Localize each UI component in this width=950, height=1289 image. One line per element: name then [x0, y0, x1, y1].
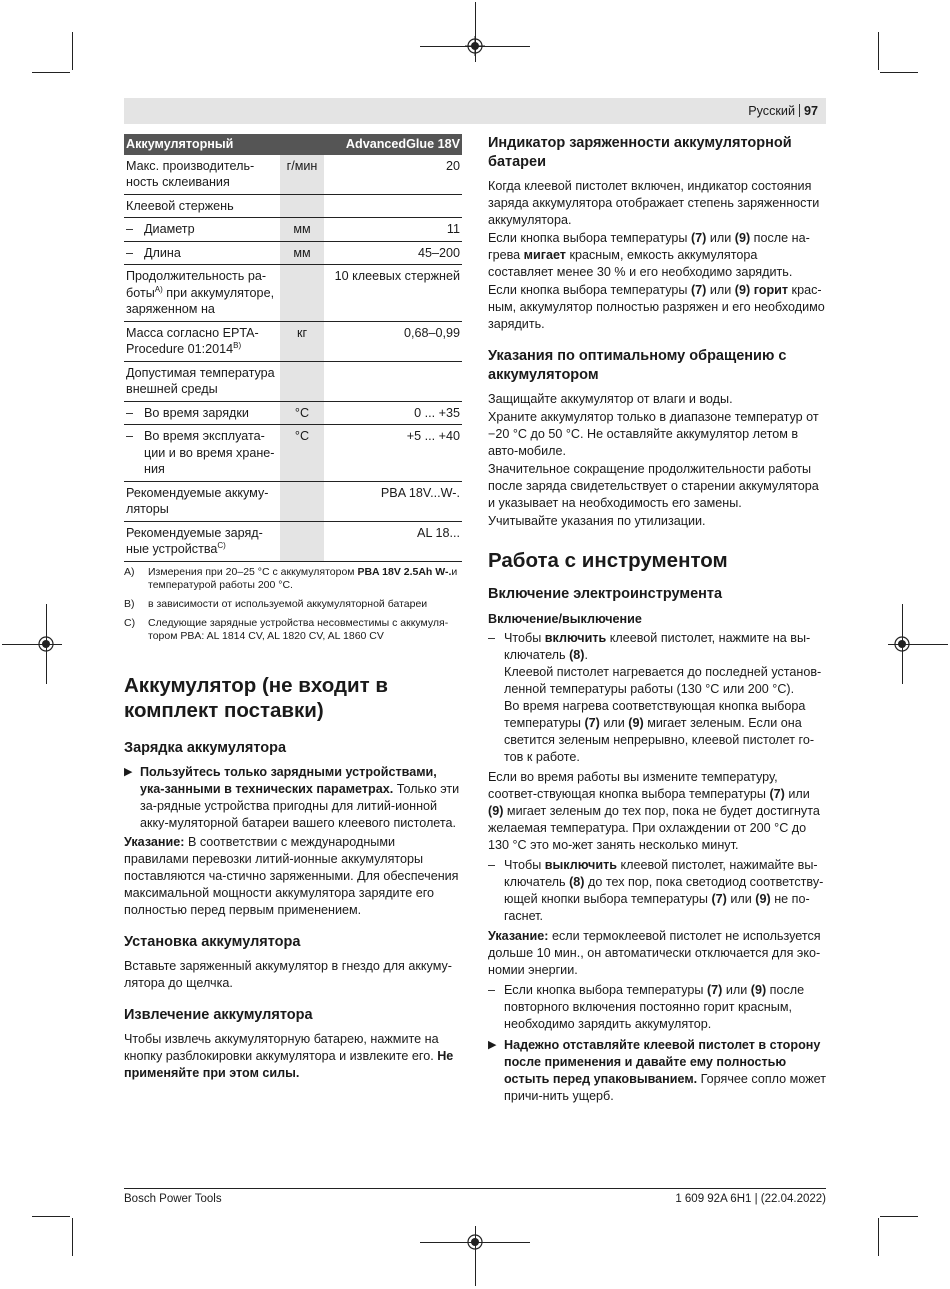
crop-mark	[902, 604, 903, 684]
heading-startup: Включение электроинструмента	[488, 586, 723, 602]
charging-note: Указание: В соответствии с международными правилами перевозки литий-ионные аккумуляторы поставляются ча-стично заряженными. Для обеспечения максимальной мощности аккумулятора зарядите его полностью перед первым применением.	[124, 834, 459, 917]
triangle-bullet-icon: ▶	[488, 1039, 497, 1051]
crop-mark	[46, 604, 47, 684]
table-row: – Во время зарядки °C 0 ... +35	[124, 401, 462, 425]
care-text-1: Защищайте аккумулятор от влаги и воды.	[488, 392, 733, 406]
temperature-change-text: Если во время работы вы измените температуру, соответ-ствующая кнопка выбора температуры (7) или (9) мигает зеленым до тех пор, пока не будет достигнута желаемая температура. При охлаждении от 200 °C до 130 °C это мо-жет занять несколько минут.	[488, 770, 820, 852]
table-header-model: AdvancedGlue 18V	[324, 134, 462, 155]
footer-doc-id: 1 609 92A 6H1 | (22.04.2022)	[675, 1193, 826, 1205]
heading-on-off: Включение/выключение	[488, 612, 642, 626]
footer-divider	[124, 1188, 826, 1189]
care-text-4: Учитывайте указания по утилизации.	[488, 514, 706, 528]
specs-table	[124, 134, 462, 562]
table-header-row	[124, 134, 462, 155]
footer-brand: Bosch Power Tools	[124, 1193, 222, 1205]
triangle-bullet-icon: ▶	[124, 765, 133, 778]
crop-mark	[880, 72, 918, 73]
switch-on-instruction: – Чтобы включить клеевой пистолет, нажмите на вы-ключатель (8). Клеевой пистолет нагревается до последней установ-ленной температуры работы (130 °C или 200 °C). Во время нагрева соответствующая кнопка выбора температуры (7) или (9) мигает зеленым. Если она светится зеленым непрерывно, клеевой пистолет го-тов к работе.	[488, 631, 822, 764]
section-title-operation: Работа с инструментом	[488, 549, 728, 572]
table-row: Масса согласно EPTA-Procedure $01:2014^{B)}$ кг 0,68–0,99	[124, 321, 462, 361]
crop-mark	[880, 1216, 918, 1217]
heading-charge-indicator: Индикатор заряженности аккумуляторной батареи	[488, 135, 792, 170]
page-header	[124, 98, 826, 124]
heading-battery-care: Указания по оптимальному обращению с аккумулятором	[488, 348, 787, 383]
crop-mark	[72, 1218, 73, 1256]
table-row: Клеевой стержень	[124, 194, 462, 218]
crop-mark	[878, 1218, 879, 1256]
heading-remove: Извлечение аккумулятора	[124, 1006, 313, 1023]
crop-mark	[72, 32, 73, 70]
footnote: A) Измерения при 20–25 °C с аккумулятором PBA 18V 2.5Ah W-.и температурой работы 200 °C.	[124, 565, 458, 591]
crop-mark	[2, 644, 62, 645]
header-language: Русский	[748, 104, 795, 118]
crop-mark	[32, 72, 70, 73]
crop-mark	[878, 32, 879, 70]
table-row: – Во время эксплуата-ции и во время хране-ния °C +5 ... +40	[124, 425, 462, 482]
table-row: Допустимая температура внешней среды	[124, 361, 462, 401]
indicator-text-3: Если кнопка выбора температуры (7) или (9) горит крас-ным, аккумулятор полностью разряжен и его необходимо зарядить.	[488, 283, 825, 331]
table-row: Рекомендуемые заряд-ные устройства$^{C)}$ AL 18...	[124, 521, 462, 561]
footnote: C) Следующие зарядные устройства несовместимы с аккумуля-тором PBA: AL 1814 CV, AL 1820 CV, AL 1860 CV	[124, 616, 449, 642]
crop-mark	[888, 644, 948, 645]
left-column	[124, 134, 462, 1082]
footnote: B) в зависимости от используемой аккумуляторной батареи	[124, 597, 428, 610]
table-row: – Диаметр мм 11	[124, 218, 462, 242]
crop-mark	[32, 1216, 70, 1217]
recharge-instruction: – Если кнопка выбора температуры (7) или (9) после повторного включения постоянно горит красным, необходимо зарядить аккумулятор.	[488, 983, 805, 1031]
switch-off-instruction: – Чтобы выключить клеевой пистолет, нажимайте вы-ключатель (8) до тех пор, пока светодиод соответству-ющей кнопки выбора температуры (7) или (9) не по-гаснет.	[488, 858, 824, 923]
page-number: 97	[803, 104, 818, 118]
remove-text: Чтобы извлечь аккумуляторную батарею, нажмите на кнопку разблокировки аккумулятора и извлеките его. Не применяйте при этом силы.	[124, 1031, 454, 1080]
care-text-3: Значительное сокращение продолжительности работы после заряда свидетельствует о старении аккумулятора и указывает на необходимость его замены.	[488, 462, 819, 510]
right-column	[488, 134, 826, 1105]
table-row: – Длина мм 45–200	[124, 241, 462, 265]
section-title-battery: Аккумулятор (не входит в комплект поставки)	[124, 673, 388, 722]
install-text: Вставьте заряженный аккумулятор в гнездо для аккуму-лятора до щелчка.	[124, 958, 452, 990]
safety-warning: ▶ Надежно отставляйте клеевой пистолет в сторону после применения и давайте ему полностью остыть перед упаковыванием. Горячее сопло может причи-нить ущерб.	[488, 1038, 826, 1103]
auto-off-note: Указание: если термоклеевой пистолет не используется дольше 10 мин., он автоматически отключается для эко-номии энергии.	[488, 929, 821, 977]
charging-instruction: ▶ Пользуйтесь только зарядными устройствами, ука-занными в технических параметрах. Только эти за-рядные устройства пригодны для литий-ионной акку-муляторной батареи вашего клеевого пистолета.	[124, 764, 460, 830]
heading-charging: Зарядка аккумулятора	[124, 739, 287, 756]
table-row: Рекомендуемые аккуму-ляторы PBA 18V...W-.	[124, 481, 462, 521]
table-row: Продолжительность ра-боты$^{A)}$ при аккумуляторе, заряженном на 10 клеевых стержней	[124, 265, 462, 322]
indicator-text-1: Когда клеевой пистолет включен, индикатор состояния заряда аккумулятора отображает степень заряженности аккумулятора.	[488, 179, 820, 227]
heading-install: Установка аккумулятора	[124, 933, 301, 950]
indicator-text-2: Если кнопка выбора температуры (7) или (9) после на-грева мигает красным, емкость аккумулятора составляет менее 30 % и его необходимо зарядить.	[488, 231, 810, 279]
care-text-2: Храните аккумулятор только в диапазоне температур от −20 °C до 50 °C. Не оставляйте аккумулятор летом в авто-мобиле.	[488, 410, 819, 458]
crop-mark	[475, 2, 476, 62]
table-header-label: Аккумуляторный	[124, 134, 324, 155]
header-separator	[799, 104, 800, 117]
crop-mark	[475, 1226, 476, 1286]
table-row: Макс. производитель-ность склеивания г/мин 20	[124, 155, 462, 195]
table-footnotes	[124, 566, 462, 643]
